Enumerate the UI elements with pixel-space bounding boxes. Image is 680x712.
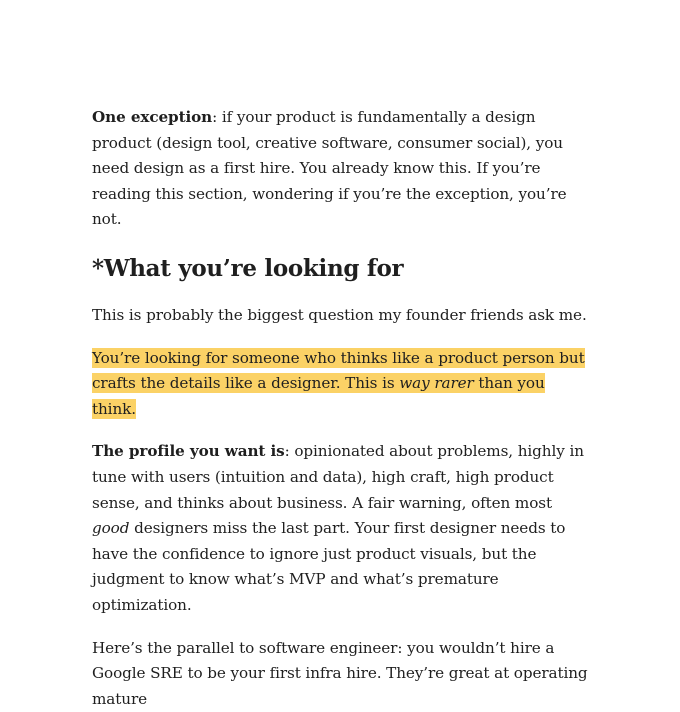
paragraph-one-exception	[92, 105, 592, 233]
text-highlight	[92, 348, 585, 419]
profile-text-before: : opinionated about problems, highly in tune with users (intuition and data), high craft, high product sense, and thinks about business. A fair warning, often most	[92, 442, 584, 511]
paragraph-parallel-cutoff: Here’s the parallel to software engineer: you wouldn’t hire a Google SRE to be your first infra hire. They’re great at operating mature	[92, 636, 592, 712]
profile-text-after: designers miss the last part. Your first designer needs to have the confidence to ignore just product visuals, but the judgment to know what’s MVP and what’s premature optimization.	[92, 519, 565, 614]
article-body	[92, 103, 592, 595]
paragraph-profile	[92, 439, 592, 618]
highlight-text-after: than you think.	[92, 374, 545, 418]
section-heading: *What you’re looking for	[92, 252, 592, 286]
highlight-text-before: You’re looking for someone who thinks like a product person but crafts the details like a designer. This is	[92, 349, 585, 393]
italic-emphasis-good: good	[92, 519, 129, 537]
paragraph-text: : if your product is fundamentally a design product (design tool, creative software, consumer social), you need design as a first hire. You already know this. If you’re reading this section, wondering if you’re the exception, you’re not.	[92, 108, 567, 228]
italic-emphasis-way-rarer: way rarer	[399, 374, 473, 392]
paragraph-founder-question: This is probably the biggest question my founder friends ask me.	[92, 303, 592, 329]
bold-lead-profile: The profile you want is	[92, 442, 285, 460]
highlighted-paragraph	[92, 346, 592, 423]
bold-lead-one-exception: One exception	[92, 108, 212, 126]
